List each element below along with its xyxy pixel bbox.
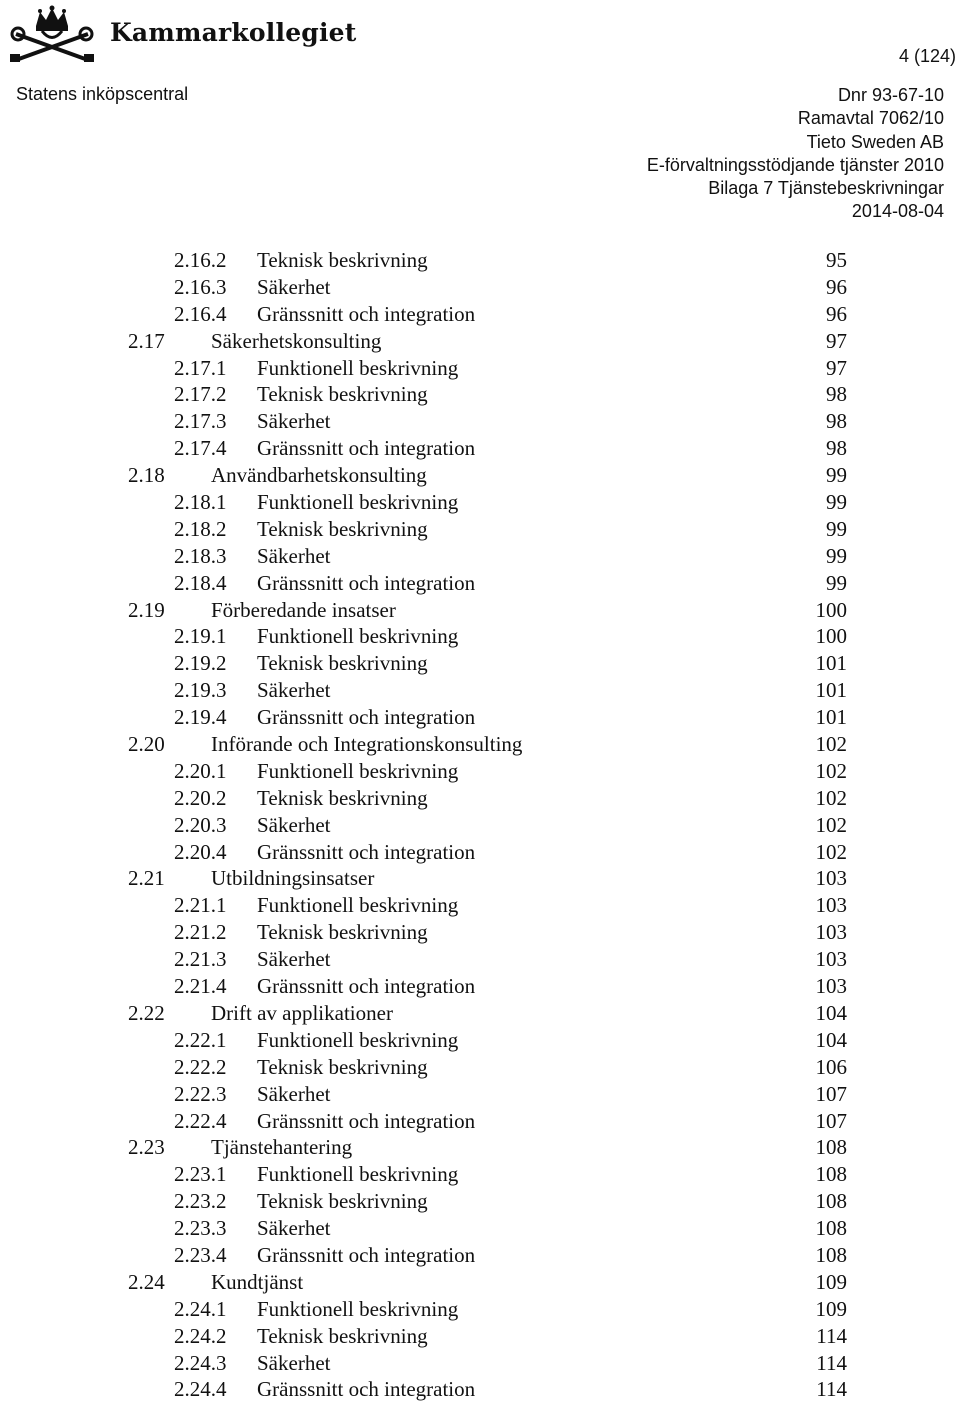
toc-entry-number: 2.17.2 [174, 382, 227, 407]
toc-entry-number: 2.19.3 [174, 678, 227, 703]
toc-entry[interactable] [0, 1242, 960, 1269]
toc-entry-page: 114 [816, 1323, 847, 1348]
toc-entry[interactable] [0, 973, 960, 1000]
toc-entry-page: 97 [826, 355, 847, 380]
toc-entry[interactable] [0, 247, 960, 274]
organization-name: Statens inköpscentral [16, 84, 189, 104]
toc-entry[interactable] [0, 543, 960, 570]
toc-entry-title: Teknisk beskrivning [257, 1323, 428, 1348]
toc-entry-page: 106 [815, 1054, 847, 1079]
toc-entry-page: 98 [826, 409, 847, 434]
toc-entry-page: 103 [815, 866, 847, 891]
toc-entry[interactable] [0, 865, 960, 892]
meta-line: 2014-08-04 [851, 201, 944, 222]
toc-entry-page: 96 [826, 274, 847, 299]
toc-entry[interactable] [0, 623, 960, 650]
toc-entry-page: 99 [826, 570, 847, 595]
toc-entry-number: 2.24.3 [174, 1350, 227, 1375]
toc-entry-title: Säkerhet [257, 812, 331, 837]
toc-entry-page: 103 [815, 974, 847, 999]
toc-entry-number: 2.16.4 [174, 301, 227, 326]
toc-entry-number: 2.23.1 [174, 1162, 227, 1187]
toc-entry[interactable] [0, 758, 960, 785]
toc-entry-title: Säkerhet [257, 274, 331, 299]
toc-entry-title: Funktionell beskrivning [257, 355, 459, 380]
toc-entry[interactable] [0, 1134, 960, 1161]
toc-entry-number: 2.16.3 [174, 274, 227, 299]
toc-entry-title: Gränssnitt och integration [257, 570, 476, 595]
toc-entry-title: Förberedande insatser [211, 597, 396, 622]
table-of-contents [0, 247, 960, 1403]
toc-entry[interactable] [0, 328, 960, 355]
toc-entry[interactable] [0, 1215, 960, 1242]
toc-entry-number: 2.17.4 [174, 436, 227, 461]
meta-line: Dnr 93-67-10 [837, 85, 944, 105]
toc-entry-title: Funktionell beskrivning [257, 893, 459, 918]
toc-entry-number: 2.23.4 [174, 1242, 227, 1267]
toc-entry-title: Funktionell beskrivning [257, 490, 459, 515]
toc-entry[interactable] [0, 1027, 960, 1054]
toc-entry-title: Teknisk beskrivning [257, 920, 428, 945]
toc-entry-number: 2.23.3 [174, 1216, 227, 1241]
toc-entry[interactable] [0, 892, 960, 919]
toc-entry-number: 2.18.2 [174, 516, 227, 541]
toc-entry-number: 2.20.1 [174, 758, 227, 783]
toc-entry[interactable] [0, 650, 960, 677]
toc-entry-title: Säkerhet [257, 1350, 331, 1375]
toc-entry-page: 97 [826, 328, 847, 353]
toc-entry-title: Säkerhet [257, 1081, 331, 1106]
toc-entry-page: 99 [826, 463, 847, 488]
toc-entry-number: 2.24.2 [174, 1323, 227, 1348]
toc-entry-page: 102 [815, 812, 847, 837]
toc-entry[interactable] [0, 462, 960, 489]
toc-entry-page: 95 [826, 248, 847, 272]
toc-entry-page: 102 [815, 785, 847, 810]
toc-entry-number: 2.23.2 [174, 1189, 227, 1214]
toc-entry-page: 101 [815, 651, 847, 676]
toc-entry-page: 98 [826, 436, 847, 461]
toc-entry-page: 108 [815, 1162, 847, 1187]
toc-entry-number: 2.21.2 [174, 920, 227, 945]
toc-entry-title: Säkerhet [257, 409, 331, 434]
toc-entry-page: 108 [815, 1216, 847, 1241]
toc-entry-title: Säkerhet [257, 543, 331, 568]
toc-entry-title: Teknisk beskrivning [257, 382, 428, 407]
toc-entry-page: 98 [826, 382, 847, 407]
toc-entry[interactable] [0, 1350, 960, 1377]
toc-entry-number: 2.21.3 [174, 947, 227, 972]
toc-entry[interactable] [0, 946, 960, 973]
toc-entry[interactable] [0, 704, 960, 731]
page-number: 4 (124) [898, 46, 956, 66]
toc-entry-page: 102 [815, 758, 847, 783]
toc-entry-number: 2.20.3 [174, 812, 227, 837]
toc-entry-title: Tjänstehantering [211, 1135, 353, 1160]
toc-entry-title: Teknisk beskrivning [257, 1189, 428, 1214]
toc-entry-number: 2.17 [128, 328, 165, 353]
meta-line: E-förvaltningsstödjande tjänster 2010 [646, 154, 944, 175]
toc-entry-number: 2.23 [128, 1135, 165, 1160]
toc-entry-number: 2.22.4 [174, 1108, 227, 1133]
toc-entry-title: Gränssnitt och integration [257, 1242, 476, 1267]
toc-entry-page: 96 [826, 301, 847, 326]
toc-entry-page: 114 [816, 1350, 847, 1375]
toc-entry[interactable] [0, 274, 960, 301]
toc-entry[interactable] [0, 1161, 960, 1188]
toc-entry-page: 101 [815, 705, 847, 730]
toc-entry[interactable] [0, 1108, 960, 1135]
toc-entry-page: 102 [815, 839, 847, 864]
toc-entry-number: 2.20.4 [174, 839, 227, 864]
toc-entry-number: 2.20 [128, 732, 165, 757]
toc-entry-number: 2.24 [128, 1269, 165, 1294]
toc-entry[interactable] [0, 597, 960, 624]
toc-entry-title: Gränssnitt och integration [257, 1108, 476, 1133]
toc-entry-number: 2.22.3 [174, 1081, 227, 1106]
toc-entry-title: Kundtjänst [211, 1269, 304, 1294]
toc-entry[interactable] [0, 1188, 960, 1215]
toc-entry-page: 107 [815, 1108, 847, 1133]
toc-entry-title: Utbildningsinsatser [211, 866, 375, 891]
toc-entry-number: 2.19 [128, 597, 165, 622]
toc-entry[interactable] [0, 1081, 960, 1108]
toc-entry-number: 2.24.4 [174, 1377, 227, 1402]
toc-entry-number: 2.19.4 [174, 705, 227, 730]
toc-entry-title: Funktionell beskrivning [257, 1296, 459, 1321]
toc-entry[interactable] [0, 1296, 960, 1323]
toc-entry[interactable] [0, 1323, 960, 1350]
toc-entry-title: Gränssnitt och integration [257, 301, 476, 326]
toc-entry[interactable] [0, 489, 960, 516]
toc-entry-title: Säkerhetskonsulting [211, 328, 382, 353]
crown-keys-icon [6, 4, 106, 66]
toc-entry-title: Funktionell beskrivning [257, 1162, 459, 1187]
toc-entry-number: 2.21.1 [174, 893, 227, 918]
toc-entry[interactable] [0, 839, 960, 866]
toc-entry-title: Funktionell beskrivning [257, 1027, 459, 1052]
toc-entry-number: 2.18 [128, 463, 165, 488]
toc-entry-page: 103 [815, 893, 847, 918]
toc-entry-page: 101 [815, 678, 847, 703]
toc-entry-number: 2.18.1 [174, 490, 227, 515]
toc-entry-number: 2.16.2 [174, 248, 227, 272]
toc-entry-title: Funktionell beskrivning [257, 758, 459, 783]
toc-entry-page: 114 [816, 1377, 847, 1402]
toc-entry-title: Teknisk beskrivning [257, 248, 428, 272]
toc-entry[interactable] [0, 785, 960, 812]
logo-text: Kammarkollegiet [110, 18, 357, 47]
toc-entry-title: Teknisk beskrivning [257, 1054, 428, 1079]
toc-entry[interactable] [0, 355, 960, 382]
toc-entry-title: Säkerhet [257, 947, 331, 972]
toc-entry[interactable] [0, 731, 960, 758]
toc-entry-number: 2.18.3 [174, 543, 227, 568]
toc-entry[interactable] [0, 435, 960, 462]
toc-entry-number: 2.24.1 [174, 1296, 227, 1321]
toc-entry-title: Gränssnitt och integration [257, 705, 476, 730]
toc-entry-number: 2.19.1 [174, 624, 227, 649]
toc-entry-number: 2.21 [128, 866, 165, 891]
toc-entry[interactable] [0, 812, 960, 839]
toc-entry-title: Teknisk beskrivning [257, 516, 428, 541]
toc-entry-title: Gränssnitt och integration [257, 436, 476, 461]
toc-entry-number: 2.20.2 [174, 785, 227, 810]
toc-entry-title: Gränssnitt och integration [257, 974, 476, 999]
toc-entry-title: Säkerhet [257, 1216, 331, 1241]
toc-entry-title: Teknisk beskrivning [257, 785, 428, 810]
toc-entry[interactable] [0, 381, 960, 408]
toc-entry-number: 2.22.1 [174, 1027, 227, 1052]
toc-entry-page: 103 [815, 920, 847, 945]
toc-entry-title: Användbarhetskonsulting [211, 463, 427, 488]
toc-entry-number: 2.22 [128, 1000, 165, 1025]
toc-entry[interactable] [0, 516, 960, 543]
toc-entry[interactable] [0, 1269, 960, 1296]
toc-entry-page: 99 [826, 516, 847, 541]
toc-entry-number: 2.22.2 [174, 1054, 227, 1079]
toc-entry[interactable] [0, 1000, 960, 1027]
toc-entry[interactable] [0, 1054, 960, 1081]
toc-entry-page: 107 [815, 1081, 847, 1106]
toc-entry-number: 2.21.4 [174, 974, 227, 999]
toc-entry-page: 108 [815, 1135, 847, 1160]
toc-entry-page: 108 [815, 1242, 847, 1267]
toc-entry-title: Införande och Integrationskonsulting [211, 732, 523, 757]
meta-line: Tieto Sweden AB [806, 131, 944, 152]
toc-entry-page: 104 [815, 1027, 847, 1052]
toc-entry[interactable] [0, 570, 960, 597]
toc-entry-title: Gränssnitt och integration [257, 839, 476, 864]
toc-entry-page: 100 [815, 597, 847, 622]
toc-entry[interactable] [0, 1376, 960, 1403]
toc-entry-page: 108 [815, 1189, 847, 1214]
toc-entry-number: 2.17.3 [174, 409, 227, 434]
toc-entry-page: 109 [815, 1296, 847, 1321]
toc-entry-page: 99 [826, 490, 847, 515]
toc-entry-page: 104 [815, 1000, 847, 1025]
toc-entry-page: 103 [815, 947, 847, 972]
toc-entry[interactable] [0, 677, 960, 704]
toc-entry-page: 102 [815, 732, 847, 757]
toc-entry-page: 109 [815, 1269, 847, 1294]
toc-entry-title: Funktionell beskrivning [257, 624, 459, 649]
document-meta [647, 84, 944, 224]
meta-line: Bilaga 7 Tjänstebeskrivningar [708, 178, 944, 199]
toc-entry-title: Säkerhet [257, 678, 331, 703]
meta-line: Ramavtal 7062/10 [797, 108, 944, 129]
toc-entry-page: 99 [826, 543, 847, 568]
toc-entry-number: 2.17.1 [174, 355, 227, 380]
toc-entry[interactable] [0, 919, 960, 946]
toc-entry-title: Gränssnitt och integration [257, 1377, 476, 1402]
toc-entry-page: 100 [815, 624, 847, 649]
toc-entry-number: 2.19.2 [174, 651, 227, 676]
toc-entry[interactable] [0, 301, 960, 328]
logo [6, 4, 357, 66]
toc-entry-title: Drift av applikationer [211, 1000, 393, 1025]
toc-entry-title: Teknisk beskrivning [257, 651, 428, 676]
toc-entry-number: 2.18.4 [174, 570, 227, 595]
toc-entry[interactable] [0, 408, 960, 435]
